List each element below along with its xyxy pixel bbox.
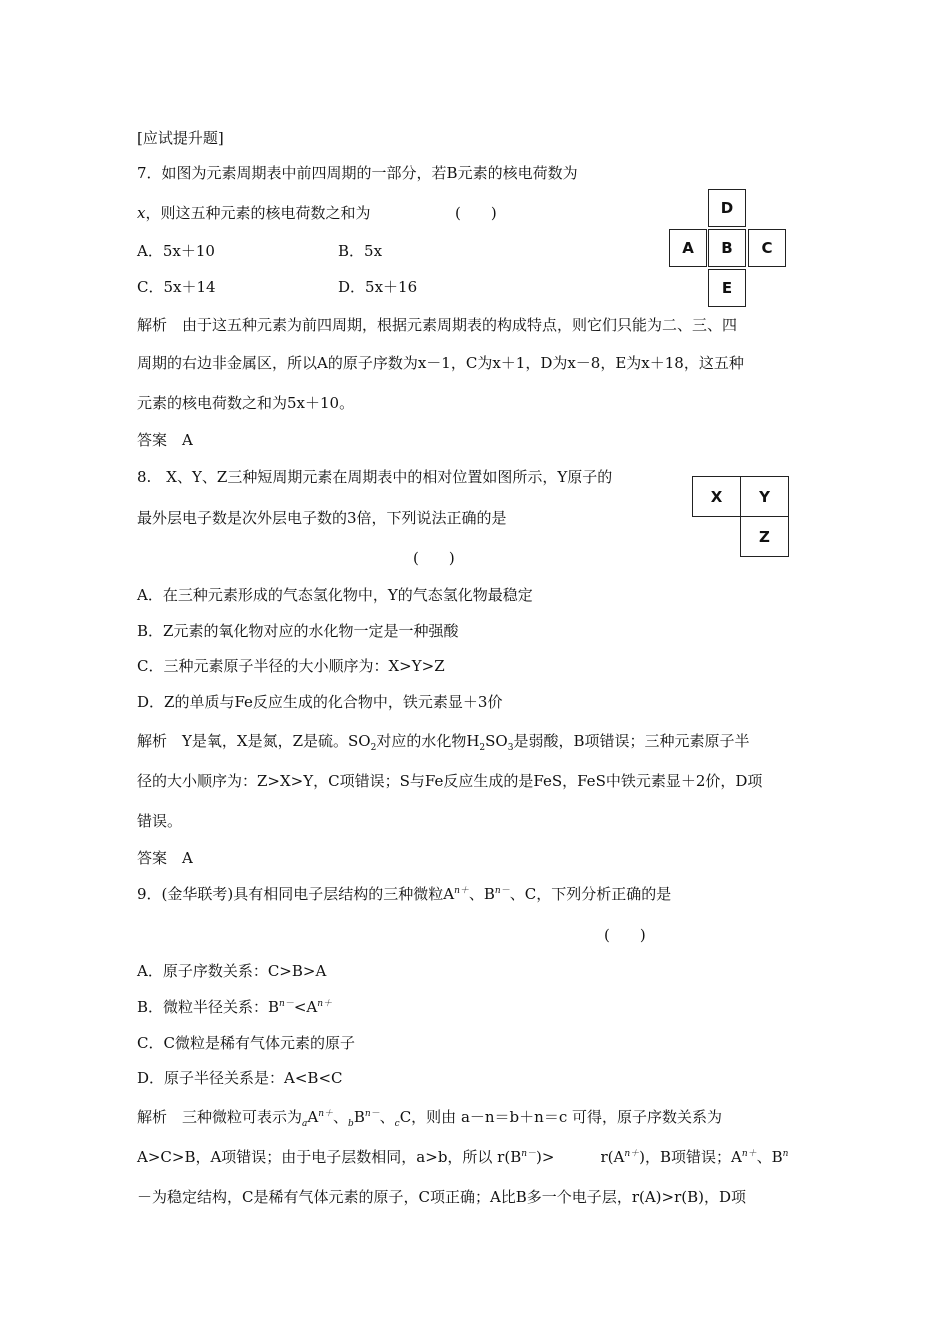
q8-ana-sub2: 2: [479, 743, 486, 753]
grid-cell-e: E: [708, 269, 746, 307]
q9-option-a: A．原子序数关系：C>B>A: [137, 962, 327, 980]
q9-ana1-s3: c: [394, 1119, 400, 1129]
q8-option-d: D．Z的单质与Fe反应生成的化合物中，铁元素显＋3价: [137, 693, 503, 711]
q7-stem-text: ，则这五种元素的核电荷数之和为: [145, 204, 371, 222]
q9-stem-a: 9．(金华联考)具有相同电子层结构的三种微粒A: [137, 885, 455, 903]
q7-option-a: A．5x＋10: [137, 242, 215, 260]
grid-cell-d: D: [708, 189, 746, 227]
q8-stem-line1: 8. X、Y、Z三种短周期元素在周期表中的相对位置如图所示，Y原子的: [137, 468, 613, 486]
q9-option-b: [137, 997, 332, 1017]
q9-ana2-p3: n＋: [741, 1149, 757, 1159]
grid-cell-b: B: [708, 229, 746, 267]
q8-analysis-line1: [137, 731, 749, 751]
q9-analysis-line1: [137, 1107, 722, 1127]
q7-option-c: C．5x＋14: [137, 278, 216, 296]
q9-ana1-e: 、: [379, 1108, 395, 1126]
q9-ana2-d: )，B项错误；A: [639, 1148, 742, 1166]
q7-var-x: x: [137, 204, 146, 222]
q7-answer-paren: ( ): [455, 204, 497, 222]
q9-ana2-p1: n－: [521, 1149, 537, 1159]
q8-ana-text-b: 对应的水化物H: [376, 732, 480, 750]
q9-analysis-line2: [137, 1147, 788, 1167]
q9-option-d: D．原子半径关系是：A<B<C: [137, 1069, 343, 1087]
q8-ana-text-d: 是弱酸，B项错误；三种元素原子半: [513, 732, 750, 750]
q8-analysis-line3: 错误。: [137, 812, 183, 830]
q9-ana1-a: 解析 三种微粒可表示为: [137, 1108, 303, 1126]
q9-ana1-f: C，则由 a－n＝b＋n＝c 可得，原子序数关系为: [399, 1108, 722, 1126]
grid-cell-z: Z: [740, 516, 789, 557]
q8-ana-sub1: 2: [370, 743, 377, 753]
q8-answer: 答案 A: [137, 849, 193, 867]
q9-optb-b: <A: [293, 998, 318, 1016]
q9-ana2-e: 、B: [756, 1148, 783, 1166]
q8-ana-sub3: 3: [507, 743, 514, 753]
grid-cell-c: C: [748, 229, 786, 267]
q9-stem-b: 、B: [468, 885, 495, 903]
q7-answer: 答案 A: [137, 431, 193, 449]
q9-ana2-a: A>C>B，A项错误；由于电子层数相同，a>b，所以 r(B: [137, 1148, 522, 1166]
q9-ana2-p4: n: [782, 1149, 789, 1159]
q8-stem-line2: 最外层电子数是次外层电子数的3倍，下列说法正确的是: [137, 509, 507, 527]
q9-optb-a: B．微粒半径关系：B: [137, 998, 280, 1016]
q9-stem-c: 、C，下列分析正确的是: [509, 885, 672, 903]
q8-option-c: C．三种元素原子半径的大小顺序为：X>Y>Z: [137, 657, 445, 675]
grid-cell-x: X: [692, 476, 741, 517]
q9-optb-sup1: n－: [279, 999, 294, 1009]
q9-answer-paren: ( ): [604, 926, 646, 944]
q9-ana2-c: r(A: [600, 1148, 625, 1166]
q7-option-d: D．5x＋16: [338, 278, 418, 296]
q8-ana-text-a: 解析 Y是氧，X是氮，Z是硫。SO: [137, 732, 371, 750]
q8-option-b: B．Z元素的氧化物对应的水化物一定是一种强酸: [137, 622, 459, 640]
q9-optb-sup2: n＋: [317, 999, 333, 1009]
q9-analysis-line3: －为稳定结构，C是稀有气体元素的原子，C项正确；A比B多一个电子层，r(A)>r(B)，D项: [137, 1188, 747, 1206]
section-title: [应试提升题]: [137, 129, 224, 147]
q8-option-a: A．在三种元素形成的气态氢化物中，Y的气态氢化物最稳定: [137, 586, 533, 604]
q9-option-c: C．C微粒是稀有气体元素的原子: [137, 1034, 355, 1052]
q7-analysis-line1: 解析 由于这五种元素为前四周期，根据元素周期表的构成特点，则它们只能为二、三、四: [137, 316, 738, 334]
q9-stem: [137, 884, 671, 904]
grid-cell-y: Y: [740, 476, 789, 517]
q9-ana1-p2: n－: [364, 1109, 380, 1119]
q7-analysis-line3: 元素的核电荷数之和为5x＋10。: [137, 394, 355, 412]
q8-answer-paren: ( ): [413, 549, 455, 567]
q9-ana1-b: A: [307, 1108, 319, 1126]
q9-ana2-p2: n＋: [624, 1149, 640, 1159]
q7-stem-line1: 7．如图为元素周期表中前四周期的一部分，若B元素的核电荷数为: [137, 164, 578, 182]
q9-ana1-s1: a: [302, 1119, 308, 1129]
q8-analysis-line2: 径的大小顺序为：Z>X>Y，C项错误；S与Fe反应生成的是FeS，FeS中铁元素显＋2价，D项: [137, 772, 763, 790]
q7-stem-line2: [137, 203, 370, 223]
q9-ana1-s2: b: [348, 1119, 354, 1129]
q7-analysis-line2: 周期的右边非金属区，所以A的原子序数为x－1，C为x＋1，D为x－8，E为x＋18，这五种: [137, 354, 744, 372]
q9-stem-sup1: n＋: [454, 886, 469, 896]
q7-option-b: B．5x: [338, 242, 383, 260]
grid-cell-a: A: [669, 229, 707, 267]
q9-stem-sup2: n－: [494, 886, 510, 896]
q9-ana1-d: B: [353, 1108, 365, 1126]
q9-ana2-b: )>: [536, 1148, 555, 1166]
q9-ana1-p1: n＋: [318, 1109, 334, 1119]
q8-ana-text-c: SO: [485, 732, 508, 750]
q9-ana1-c: 、: [333, 1108, 349, 1126]
